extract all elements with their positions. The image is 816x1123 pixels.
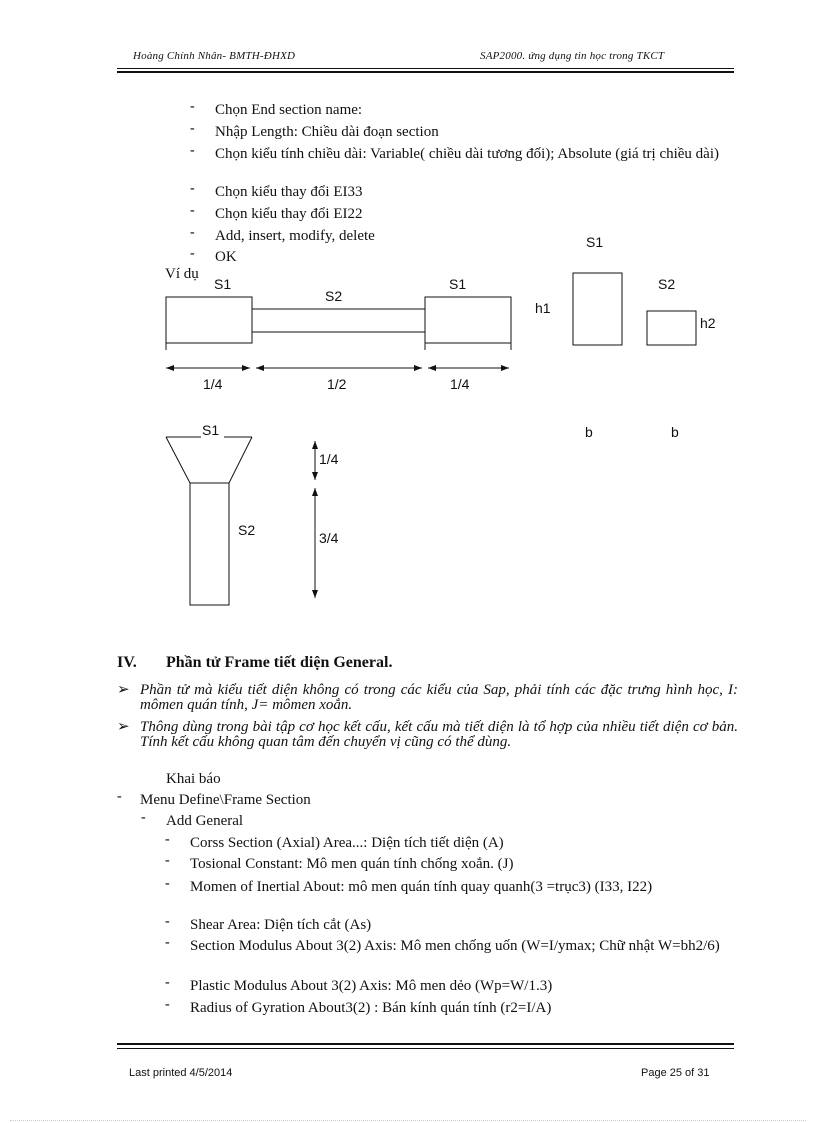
- list-item: Shear Area: Diện tích cắt (As): [190, 917, 372, 933]
- label-s2: S2: [325, 288, 343, 304]
- list-item: Momen of Inertial About: mô men quán tính quay quanh(3 =trục3) (I33, I22): [190, 879, 653, 895]
- bullet-dash: -: [165, 876, 170, 891]
- list-item: Section Modulus About 3(2) Axis: Mô men chống uốn (W=I/ymax; Chữ nhật W=bh2/6): [190, 938, 720, 954]
- dim-label-left: 1/4: [203, 376, 223, 392]
- bar-segment-s2: [252, 309, 425, 332]
- column-s2-label: S2: [238, 522, 256, 538]
- list-item: Plastic Modulus About 3(2) Axis: Mô men dẻo (Wp=W/1.3): [190, 978, 553, 994]
- list-item: Add, insert, modify, delete: [215, 228, 375, 244]
- header-left: Hoàng Chính Nhân- BMTH-ĐHXD: [133, 50, 296, 62]
- bullet-dash: -: [190, 121, 195, 136]
- footer-left: Last printed 4/5/2014: [129, 1067, 233, 1079]
- label-s1-right: S1: [449, 276, 467, 292]
- example-label: Ví dụ: [165, 266, 199, 282]
- list-item: Chọn End section name:: [215, 102, 363, 118]
- section-h2-label: h2: [700, 315, 716, 331]
- list-item: OK: [215, 249, 237, 265]
- bullet-dash: -: [165, 975, 170, 990]
- footer-right: Page 25 of 31: [641, 1067, 710, 1079]
- bullet-dash: -: [190, 203, 195, 218]
- header-right: SAP2000. ứng dụng tin học trong TKCT: [480, 50, 665, 62]
- bullet-dash: -: [165, 997, 170, 1012]
- bullet-dash: -: [190, 246, 195, 261]
- section-s2-rect: [647, 311, 696, 345]
- column-s1-label: S1: [202, 422, 220, 438]
- section-number: IV.: [117, 654, 137, 671]
- section-s2-title: S2: [658, 276, 676, 292]
- footer-rule-thin: [117, 1048, 734, 1049]
- bullet-dash: -: [141, 810, 146, 825]
- column-dim-top: 1/4: [319, 451, 339, 467]
- arrow-paragraph-1: Phần tử mà kiểu tiết diện không có trong các kiểu của Sap, phải tính các đặc trưng hình học, I: mômen quán tính, J= mômen xoắn.: [140, 682, 738, 713]
- list-item: Chọn kiểu thay đổi EI22: [215, 206, 363, 222]
- section-s1-title: S1: [586, 234, 604, 250]
- list-item: Radius of Gyration About3(2) : Bán kính quán tính (r2=I/A): [190, 1000, 552, 1016]
- section-title: Phần tử Frame tiết diện General.: [166, 654, 393, 671]
- arrow-bullet-icon: ➢: [117, 682, 130, 698]
- arrow-paragraph-2: Thông dùng trong bài tập cơ học kết cấu, kết cấu mà tiết diện là tổ hợp của nhiều tiết diện cơ bản. Tính kết cấu không quan tâm đến chuyển vị cũng có thể dùng.: [140, 719, 738, 750]
- bullet-dash: -: [165, 914, 170, 929]
- bullet-dash: -: [190, 181, 195, 196]
- declare-label: Khai báo: [166, 771, 221, 787]
- list-item: Tosional Constant: Mô men quán tính chống xoắn. (J): [190, 856, 514, 872]
- bullet-dash: -: [190, 99, 195, 114]
- bullet-dash: -: [165, 935, 170, 950]
- footer-rule-thick: [117, 1043, 734, 1045]
- bar-segment-s1-right: [425, 297, 511, 343]
- bullet-dash: -: [117, 789, 122, 804]
- list-item: Chọn kiểu thay đổi EI33: [215, 184, 363, 200]
- bullet-dash: -: [165, 832, 170, 847]
- arrow-bullet-icon: ➢: [117, 719, 130, 735]
- bullet-dash: -: [190, 225, 195, 240]
- section-b2-label: b: [671, 424, 679, 440]
- add-general: Add General: [166, 813, 244, 829]
- column-s2-rect: [190, 483, 229, 605]
- taper-right-edge: [229, 437, 252, 483]
- list-item: Nhập Length: Chiều dài đoạn section: [215, 124, 439, 140]
- page-edge: [10, 1120, 806, 1121]
- bar-segment-s1-left: [166, 297, 252, 343]
- menu-path: Menu Define\Frame Section: [140, 792, 311, 808]
- section-h1-label: h1: [535, 300, 551, 316]
- dim-label-right: 1/4: [450, 376, 470, 392]
- section-b1-label: b: [585, 424, 593, 440]
- list-item: Corss Section (Axial) Area...: Diện tích tiết diện (A): [190, 835, 504, 851]
- dim-label-mid: 1/2: [327, 376, 347, 392]
- bullet-dash: -: [190, 143, 195, 158]
- list-item: Chọn kiểu tính chiều dài: Variable( chiều dài tương đối); Absolute (giá trị chiều dài): [215, 146, 719, 162]
- taper-left-edge: [166, 437, 190, 483]
- section-s1-rect: [573, 273, 622, 345]
- label-s1-left: S1: [214, 276, 232, 292]
- bullet-dash: -: [165, 853, 170, 868]
- column-dim-bottom: 3/4: [319, 530, 339, 546]
